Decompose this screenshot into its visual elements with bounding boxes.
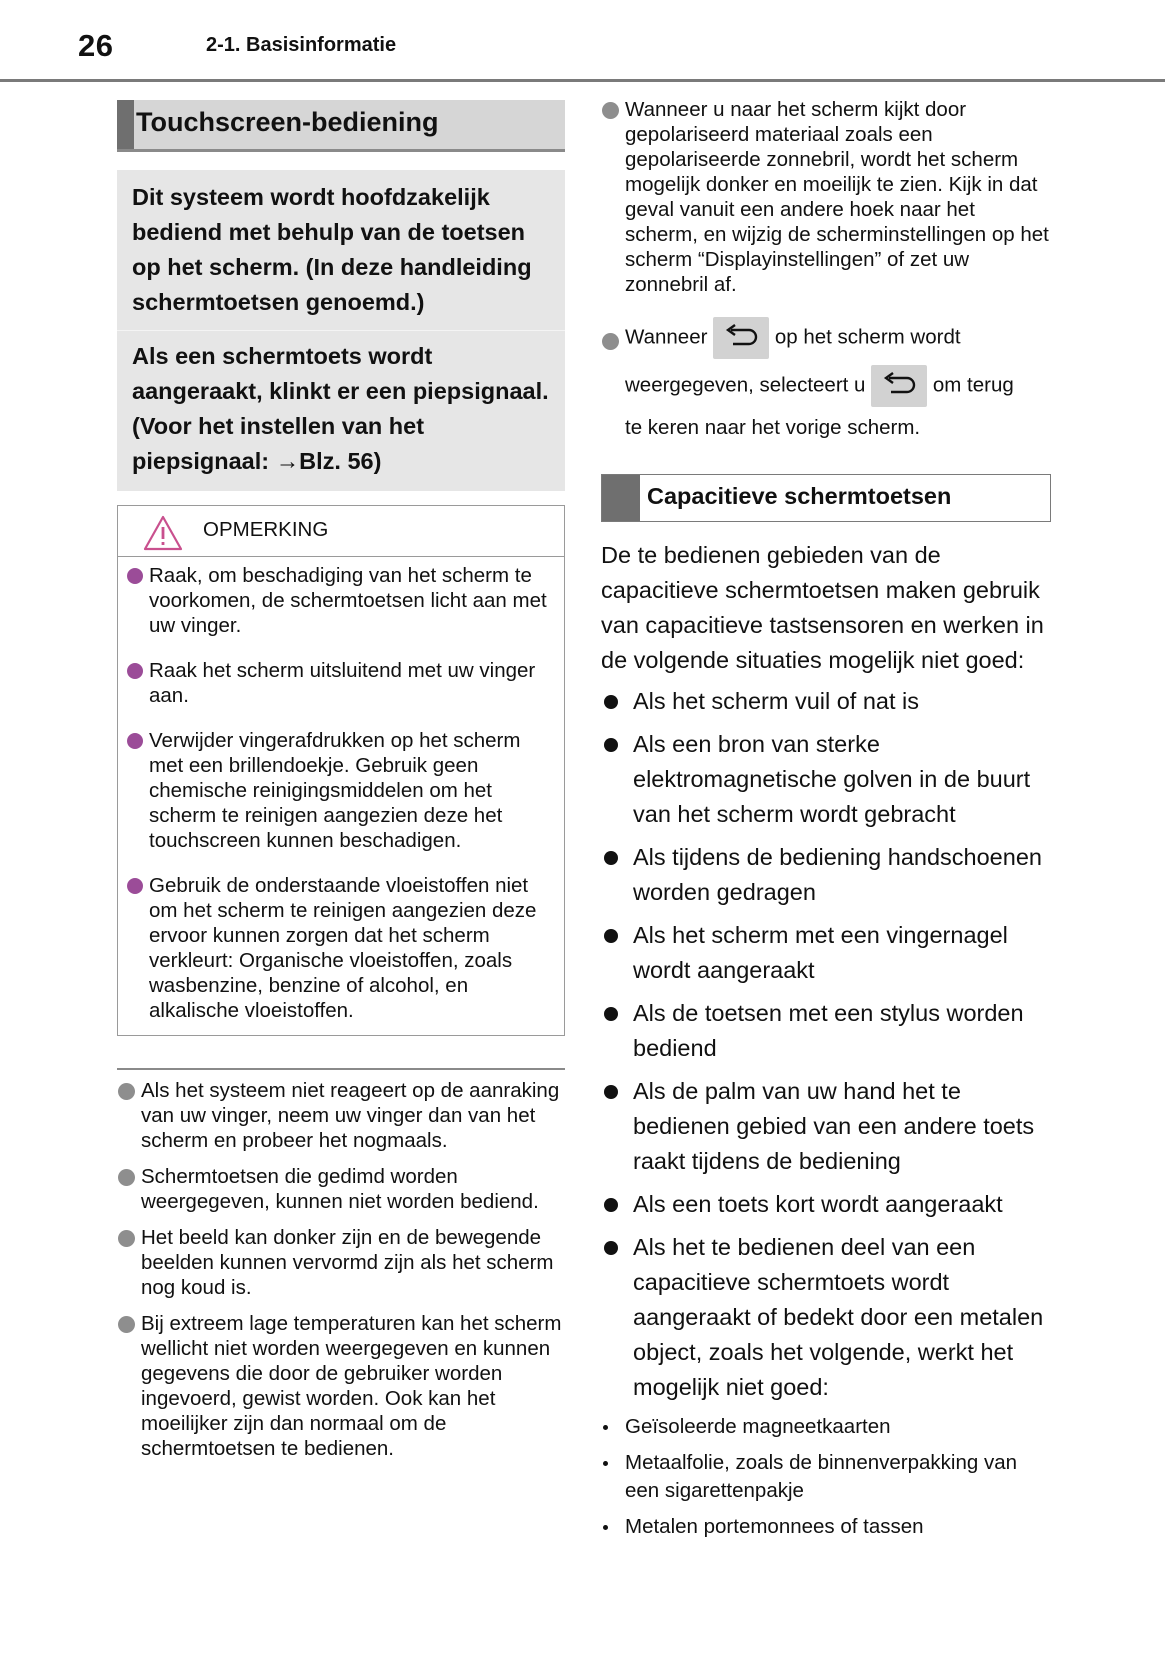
return-arrow-icon bbox=[723, 324, 759, 352]
condition-text: Als het te bedienen deel van een capacitieve schermtoets wordt aangeraakt of bedekt door een metalen object, zoals het volgende, werkt het mogelijk niet goed: bbox=[633, 1234, 1044, 1400]
back-note-text-2: op het scherm wordt bbox=[774, 325, 961, 349]
caution-item-text: Gebruik de onderstaande vloeistoffen niet om het scherm te reinigen aangezien deze ervoor kunnen zorgen dat het scherm verkleurt: Organische vloeistoffen, zoals wasbenzine, benzine of alcohol, en alkalische vloeistoffen. bbox=[149, 874, 537, 1022]
metal-object-text: Geïsoleerde magneetkaarten bbox=[625, 1415, 891, 1438]
back-button-note bbox=[601, 317, 1051, 440]
intro-paragraph-1: Dit systeem wordt hoofdzakelijk bediend met behulp van de toetsen op het scherm. (In deze handleiding schermtoetsen genoemd.) bbox=[132, 184, 532, 315]
info-item bbox=[117, 1164, 565, 1214]
condition-text: Als tijdens de bediening handschoenen worden gedragen bbox=[633, 844, 1042, 905]
black-bullet-icon bbox=[604, 851, 618, 865]
back-note-line-2 bbox=[625, 365, 1051, 413]
condition-item bbox=[601, 1230, 1051, 1405]
metal-object-text: Metaalfolie, zoals de binnenverpakking van een sigarettenpakje bbox=[625, 1451, 1018, 1502]
metal-object-item bbox=[601, 1513, 1051, 1541]
caution-item bbox=[126, 728, 554, 853]
info-item bbox=[117, 1078, 565, 1153]
section-breadcrumb: 2-1. Basisinformatie bbox=[206, 34, 397, 56]
gray-bullet-icon bbox=[118, 1169, 135, 1186]
gray-bullet-icon bbox=[118, 1230, 135, 1247]
caution-item-text: Raak, om beschadiging van het scherm te voorkomen, de schermtoetsen licht aan met uw vinger. bbox=[149, 564, 547, 637]
condition-text: Als het scherm vuil of nat is bbox=[633, 688, 920, 714]
info-item-text: Schermtoetsen die gedimd worden weergegeven, kunnen niet worden bediend. bbox=[141, 1165, 539, 1213]
black-bullet-icon bbox=[604, 1085, 618, 1099]
caution-note-box bbox=[117, 505, 565, 1036]
condition-item bbox=[601, 996, 1051, 1066]
intro-box bbox=[117, 170, 565, 491]
capacitive-intro: De te bedienen gebieden van de capacitieve schermtoetsen maken gebruik van capacitieve tastsensoren en werken in de volgende situaties mogelijk niet goed: bbox=[601, 542, 1044, 673]
section-title: Touchscreen-bediening bbox=[136, 107, 439, 137]
purple-bullet-icon bbox=[127, 568, 143, 584]
caution-item bbox=[126, 658, 554, 708]
condition-item bbox=[601, 840, 1051, 910]
small-bullet-icon bbox=[603, 1425, 608, 1430]
warning-triangle-icon bbox=[143, 515, 183, 551]
black-bullet-icon bbox=[604, 1007, 618, 1021]
condition-item bbox=[601, 1187, 1051, 1222]
info-item-text: Bij extreem lage temperaturen kan het scherm wellicht niet worden weergegeven en kunnen gegevens die door de gebruiker worden ingevoerd, gewist worden. Ook kan het moeilijker zijn dan normaal om de schermtoetsen te bedienen. bbox=[141, 1312, 562, 1460]
back-note-text-3: weergegeven, selecteert u bbox=[625, 373, 866, 397]
section-title-bar bbox=[117, 100, 134, 149]
caution-item bbox=[126, 563, 554, 638]
back-note-line-1 bbox=[625, 317, 1051, 365]
right-column bbox=[601, 97, 1051, 1549]
gray-bullet-icon bbox=[118, 1316, 135, 1333]
back-note-line-3: te keren naar het vorige scherm. bbox=[625, 416, 921, 439]
black-bullet-icon bbox=[604, 929, 618, 943]
left-column bbox=[117, 100, 565, 1472]
condition-text: Als de toetsen met een stylus worden bediend bbox=[633, 1000, 1024, 1061]
polarized-note-text: Wanneer u naar het scherm kijkt door gepolariseerd materiaal zoals een gepolariseerde zonnebril, wordt het scherm mogelijk donker en moeilijk te zien. Kijk in dat geval vanuit een andere hoek naar het scherm, en wijzig de scherminstellingen op het scherm “Displayinstellingen” of zet uw zonnebril af. bbox=[625, 98, 1049, 296]
gray-bullet-icon bbox=[118, 1083, 135, 1100]
gray-bullet-icon bbox=[602, 102, 619, 119]
caution-note-list bbox=[118, 557, 564, 1035]
back-note-text-4: om terug bbox=[932, 373, 1014, 397]
page-header bbox=[0, 0, 1165, 82]
return-arrow-icon bbox=[881, 372, 917, 400]
black-bullet-icon bbox=[604, 1241, 618, 1255]
condition-text: Als het scherm met een vingernagel wordt aangeraakt bbox=[633, 922, 1008, 983]
caution-item-text: Verwijder vingerafdrukken op het scherm met een brillendoekje. Gebruik geen chemische reinigingsmiddelen om het scherm te reinigen aangezien deze het touchscreen kunnen beschadigen. bbox=[149, 729, 521, 852]
back-note-text-1: Wanneer bbox=[625, 325, 708, 349]
condition-item bbox=[601, 684, 1051, 719]
info-item bbox=[117, 1311, 565, 1461]
capacitive-section-title: Capacitieve schermtoetsen bbox=[647, 483, 952, 509]
info-list bbox=[117, 1078, 565, 1461]
metal-object-text: Metalen portemonnees of tassen bbox=[625, 1515, 924, 1538]
condition-text: Als een bron van sterke elektromagnetische golven in de buurt van het scherm wordt gebracht bbox=[633, 731, 1031, 827]
condition-item bbox=[601, 918, 1051, 988]
page-number: 26 bbox=[78, 28, 114, 63]
purple-bullet-icon bbox=[127, 878, 143, 894]
capacitive-section-title-box bbox=[601, 474, 1051, 522]
caution-item bbox=[126, 873, 554, 1023]
section-divider bbox=[117, 1068, 565, 1070]
black-bullet-icon bbox=[604, 695, 618, 709]
small-bullet-icon bbox=[603, 1461, 608, 1466]
info-item-text: Als het systeem niet reageert op de aanraking van uw vinger, neem uw vinger dan van het scherm en probeer het nogmaals. bbox=[141, 1079, 560, 1152]
back-button-image bbox=[871, 365, 927, 407]
info-item bbox=[117, 1225, 565, 1300]
black-bullet-icon bbox=[604, 1198, 618, 1212]
caution-note-header bbox=[118, 506, 564, 557]
black-bullet-icon bbox=[604, 738, 618, 752]
intro-separator bbox=[117, 330, 565, 331]
purple-bullet-icon bbox=[127, 663, 143, 679]
gray-bullet-icon bbox=[602, 333, 619, 350]
caution-note-label: OPMERKING bbox=[203, 518, 329, 541]
conditions-list bbox=[601, 684, 1051, 1405]
condition-item bbox=[601, 1074, 1051, 1179]
caution-item-text: Raak het scherm uitsluitend met uw vinger aan. bbox=[149, 659, 536, 707]
metal-object-item bbox=[601, 1449, 1051, 1505]
condition-text: Als de palm van uw hand het te bedienen gebied van een andere toets raakt tijdens de bediening bbox=[633, 1078, 1035, 1174]
back-button-image bbox=[713, 317, 769, 359]
purple-bullet-icon bbox=[127, 733, 143, 749]
polarized-note bbox=[601, 97, 1051, 297]
section-title-box bbox=[117, 100, 565, 152]
metal-objects-list bbox=[601, 1413, 1051, 1541]
condition-text: Als een toets kort wordt aangeraakt bbox=[633, 1191, 1003, 1217]
intro-paragraph-2: Als een schermtoets wordt aangeraakt, klinkt er een piepsignaal. (Voor het instellen van het piepsignaal: →Blz. 56) bbox=[132, 343, 549, 474]
capacitive-title-bar bbox=[602, 475, 640, 521]
small-bullet-icon bbox=[603, 1525, 608, 1530]
condition-item bbox=[601, 727, 1051, 832]
metal-object-item bbox=[601, 1413, 1051, 1441]
info-item-text: Het beeld kan donker zijn en de bewegende beelden kunnen vervormd zijn als het scherm nog koud is. bbox=[141, 1226, 554, 1299]
